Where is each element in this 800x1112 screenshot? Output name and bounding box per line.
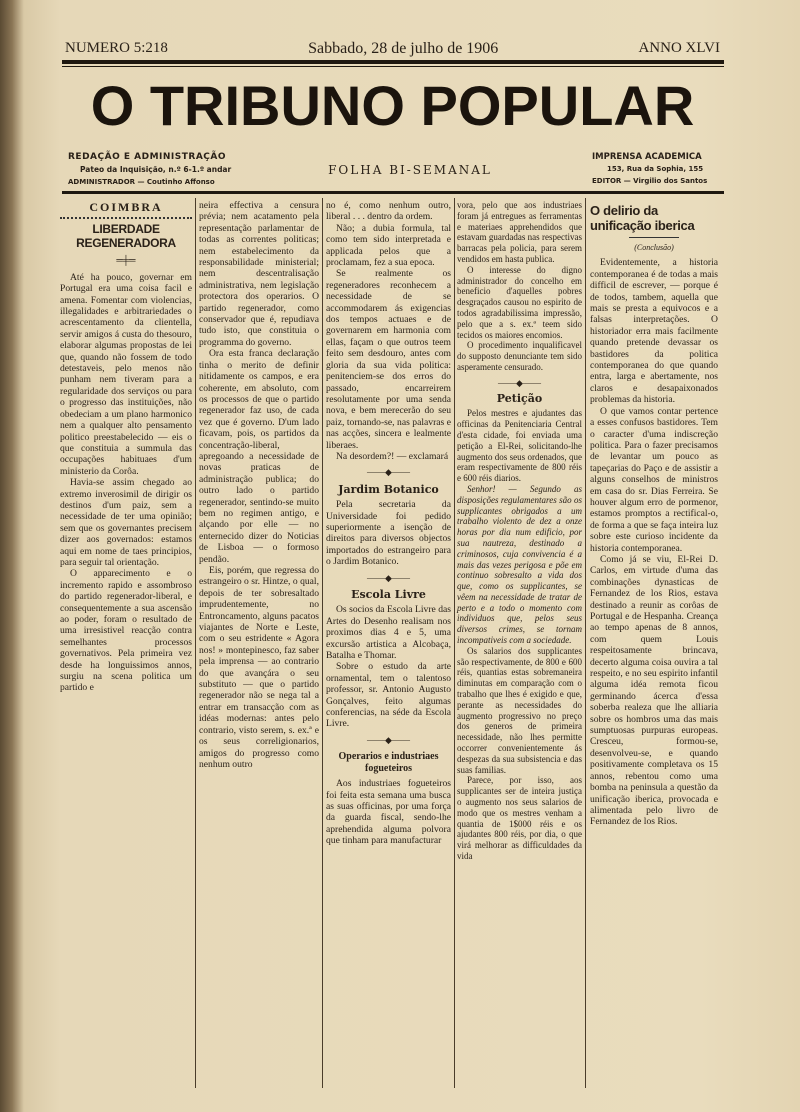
column-divider xyxy=(454,198,455,1088)
paragraph: Como já se viu, El-Rei D. Carlos, em virtude d'uma das combinações dynasticas de Fernandez de los Rios, estava destinado a reunir as corôas de Portugal e de Hespanha. Creança ao tempo apenas de 8 annos, com quem Louis respeitosamente brincava, decerto alguma coisa ouvira a tal respeito, e no seu espirito infantil alguma idéa remota ficou germinando ácerca d'essa soberba realeza que lhe alliaria sobre os hombros uma das mais sumptuosas purpuras europeas. Cresceu, formou-se, desenvolveu-se, e quando positivamente completava os 15 annos, rebentou como uma bomba na peninsula a questão da unificação iberica, provocada e alimentada pelo livro de Fernandez de los Rios. xyxy=(590,553,718,828)
paragraph: Se realmente os regeneradores reconhecem a necessidade de se accommodarem ás exigencias dos tempos actuaes e de governarem em harmonia com ellas, façam o que outros teem feito sem desdouro, antes com gloria da sua vida politica: penitenciem-se dos erros do passado, encarreirem resolutamente por uma senda nova, e bem merecerão do seu paiz, tornando-se, nas palavras e nas acções, sincera e lealmente liberaes. xyxy=(326,268,451,451)
paragraph: Na desordem?! — exclamará xyxy=(336,450,449,462)
paragraph: Eis, porém, que regressa do estrangeiro o sr. Hintze, o qual, depois de ter sobresaltado imprudentemente, no Entroncamento, alguns pacatos viajantes de Norte e Leste, com o seu estridente « Agora nos! » montepinesco, faz saber pela imprensa — ao contrario do que avançára o seu substituto — que o partido regenerador não se nega tal a entrar em transacção com as idéas modernas: antes pelo contrario, visto serem, s. ex.ª e os seus correligionarios, amigos do progresso como nenhum outro xyxy=(199,565,319,770)
column-5 xyxy=(590,200,718,828)
paragraph: O interesse do digno administrador do concelho em beneficio d'aquelles pobres desgraçados causou no espirito de todos agradabilissima impressão, pelo que a s. ex.ª teem sido tecidos os maiores encomios. xyxy=(457,264,582,340)
ornament-divider: ——◆—— xyxy=(498,377,541,388)
paragraph: Evidentemente, a historia contemporanea é de todas a mais difficil de escrever, — porque é de todos, tambem, aquella que mais se presta a equivocos e a falsas interpretações. O historiador erra mais facilmente quando pretende devassar os bastidores da politica contemporanea do que quando entra, larga e abertamente, nos claros e desapaixonados problemas da historia. xyxy=(590,257,718,406)
page-edge xyxy=(0,0,22,1112)
paragraph: Os salarios dos supplicantes são respectivamente, de 800 e 600 réis, quantias estas sobremaneira diminutas em comparação com o trabalho que lhes é exigido e que, perante as necessidades do augmento progressivo no preço dos generos de primeira necessidade, não lhes permitte occorrer convenientemente ás despezas da sua subsistencia e das suas familias. xyxy=(457,645,582,775)
column-1 xyxy=(60,200,192,694)
paragraph: Os socios da Escola Livre das Artes do Desenho realisam nos proximos dias 4 e 5, uma excursão artistica a Alcobaça, Batalha e Thomar. xyxy=(326,604,451,662)
section-heading: Jardim Botanico xyxy=(338,482,439,496)
paragraph: Pela secretaria da Universidade foi pedido superiormente a isenção de direitos para diversos objectos importados do estrangeiro para o Jardim Botanico. xyxy=(326,499,451,568)
newspaper-title: O TRIBUNO POPULAR xyxy=(90,74,695,137)
ornament-divider: ——◆—— xyxy=(367,572,410,583)
masthead-right-info xyxy=(592,152,732,185)
paragraph: Ora esta franca declaração tinha o merito de definir nitidamente os campos, e era coherente, em absoluto, com os processos de que o partido regenerador faz uso, de cada vez que é governo. D'um lado ficavam, pois, os partidos da concentração-liberal, apregoando a necessidade de novas praticas de administração publica; do outro lado o partido regenerador, sentindo-se muito bem no regimen antigo, e alçando por elle — no enternecido dizer do Noticias de Lisboa — o formoso pendão. xyxy=(199,348,319,565)
column-divider xyxy=(322,198,323,1088)
article-subtitle: (Conclusão) xyxy=(634,243,674,252)
printer-name: IMPRENSA ACADEMICA xyxy=(592,152,702,162)
paragraph: Não; a dubia formula, tal como tem sido interpretada e applicada pelos que a proclamam, fez a sua epoca. xyxy=(326,222,451,269)
paragraph: O procedimento inqualificavel do supposto denunciante tem sido asperamente censurado. xyxy=(457,340,582,372)
paragraph: Parece, por isso, aos supplicantes ser de inteira justiça o augmento nos seus salarios de modo que os mestres venham a quantia de 1$000 réis e os ajudantes 800 réis, por dia, o que virá melhorar as difficuldades da vida xyxy=(457,775,582,862)
printer-address: 153, Rua da Sophia, 155 xyxy=(607,165,704,173)
paragraph: Até ha pouco, governar em Portugal era uma coisa facil e amena. Fomentar com violencias, illegalidades e arbitrariedades o acrescentamento da clientella, servir amigos á custa do thesouro, elaborar algumas propostas de lei que, quando não fossem de todo detestaveis, pelo menos não punham nem tiveram para a regularidade dos serviços ou para o progresso das instituições, não obedeciam a um plano harmonico nem a qualquer alto pensamento politico preestabelecido — eis o que constituia a summula das occupações habituaes d'um ministerio da Corôa. xyxy=(60,271,192,477)
dotted-rule xyxy=(60,217,192,219)
article-headline: LIBERDADE REGENERADORA xyxy=(76,222,176,251)
ornament-divider: ——◆—— xyxy=(367,467,410,478)
paragraph: O que vamos contar pertence a esses confusos bastidores. Tem o caracter d'uma indiscreção politica. Para o fazer precisamos de levantar um pouco as tapeçarias do Paço e de assistir a alguns conselhos de ministros em casa do sr. Dias Ferreira. Se houver algum erro de pormenor, estamos promptos a rectifical-o, de forma a que se faça inteira luz sobre este curioso incidente da historia contemporanea. xyxy=(590,405,718,554)
headline-underline xyxy=(629,237,679,238)
column-4 xyxy=(457,200,582,862)
column-3 xyxy=(326,200,451,847)
paragraph: Senhor! — Segundo as disposições regulamentares são os supplicantes obrigados a um trabalho violento de dez a onze horas por dia num edificio, por sua nautreza, destinado a criminosos, cuja convivencia é a mais das vezes perigosa e põe em continuo sobresalto a vida dos que, como os supplicantes, se vêem na necessidade de tratar de perto e a todo o momento com individuos que, pelos seus diversos crimes, se tornam incompativeis com a sociedade. xyxy=(457,483,582,646)
publication-frequency: FOLHA BI-SEMANAL xyxy=(328,163,492,177)
section-kicker: COIMBRA xyxy=(89,200,163,214)
ornament-divider: ═╪═ xyxy=(116,255,136,266)
masthead-topline xyxy=(65,40,720,58)
column-divider xyxy=(195,198,196,1088)
article-headline: O delirio da unificação iberica xyxy=(590,203,695,233)
paragraph: Sobre o estudo da arte ornamental, tem o talentoso professor, sr. Antonio Augusto Gonçalves, feito algumas conferencias, na séde da Escola Livre. xyxy=(326,661,451,730)
paragraph: O apparecimento e o incremento rapido e assombroso do partido regenerador-liberal, e consequentemente a sua ascensão ao poder, foram o resultado de uma irresistivel reacção contra semelhantes processos governativos. Pela primeira vez desde ha longuissimos annos, surgiu na scena politica um partido e xyxy=(60,568,192,694)
paragraph: Havia-se assim chegado ao extremo inverosimil de dirigir os destinos d'um paiz, sem a necessidade de ter uma opinião; sem que os governantes precisem dizer aos governados: estamos aqui em nome de taes principios, para seguir tal orientação. xyxy=(60,477,192,568)
editor: EDITOR — Virgilio dos Santos xyxy=(592,177,708,185)
administrator: ADMINISTRADOR — Coutinho Affonso xyxy=(68,178,215,186)
paragraph: no é, como nenhum outro, liberal . . . dentro da ordem. xyxy=(326,200,451,223)
section-heading: Petição xyxy=(496,391,543,405)
ornament-divider: ——◆—— xyxy=(367,734,410,745)
office-address: Pateo da Inquisição, n.º 6-1.º andar xyxy=(80,165,232,174)
masthead-rule-top xyxy=(62,60,724,64)
column-divider xyxy=(585,198,586,1088)
paragraph: neira effectiva a censura prévia; nem acatamento pela representação parlamentar de todas as correntes politicas; nem estabelecimento da responsabilidade ministerial; nem descentralisação administrativa, nem legislação protectora dos operarios. O partido regenerador, como conservador que é, repudiava tudo isto, que constituia o programma do governo. xyxy=(199,200,319,348)
editorial-office: REDAÇÃO E ADMINISTRAÇÃO xyxy=(68,152,227,162)
paragraph: Aos industriaes fogueteiros foi feita esta semana uma busca as suas officinas, por uma força da guarda fiscal, sendo-lhe aprehendida alguma polvora que tinham para manufacturar xyxy=(326,778,451,847)
volume-year: ANNO XLVI xyxy=(638,40,720,56)
section-heading: Escola Livre xyxy=(351,588,426,601)
paragraph: vora, pelo que aos industriaes foram já entregues as ferramentas e materiaes apprehendidos que estavam guardadas nas respectivas barracas pela policia, para serem vendidos em hasta publica. xyxy=(457,200,582,264)
issue-date: Sabbado, 28 de julho de 1906 xyxy=(308,40,499,57)
column-2 xyxy=(199,200,319,770)
section-heading: Operarios e industriaes fogueteiros xyxy=(338,751,439,774)
masthead-left-info xyxy=(68,152,278,186)
issue-number: NUMERO 5:218 xyxy=(65,40,168,56)
masthead-rule-bottom xyxy=(62,191,724,194)
paragraph: Pelos mestres e ajudantes das officinas da Penitenciaria Central d'esta cidade, foi enviada uma petição a El-Rei, solicitando-lhe augmento dos seus ordenados, que eram respectivamente de 800 réis e 600 réis diarios. xyxy=(457,408,582,484)
